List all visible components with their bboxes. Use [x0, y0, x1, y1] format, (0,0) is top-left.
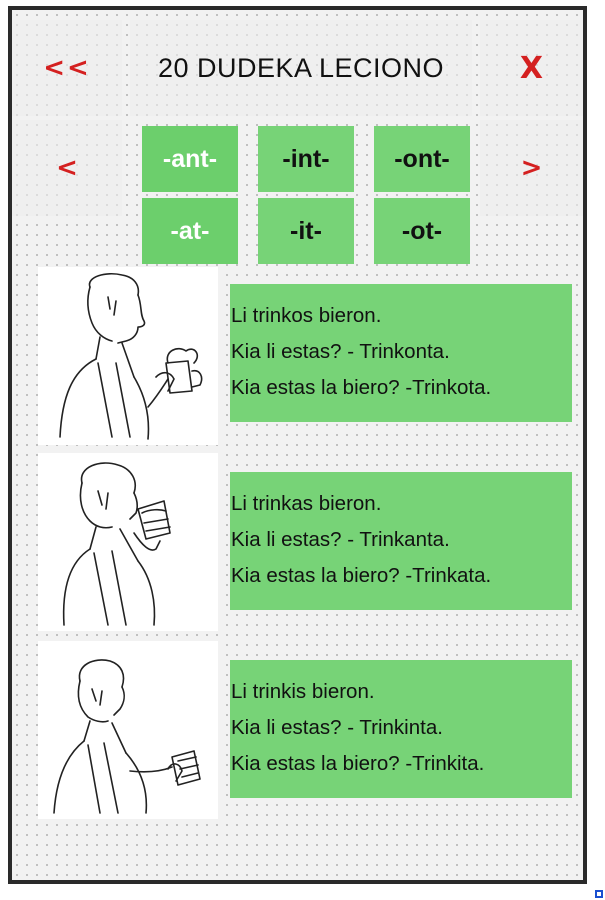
lesson-line: Li trinkos bieron. — [231, 304, 382, 327]
suffix-button-at[interactable]: -at- — [142, 198, 238, 264]
man-holding-empty-glass-illustration — [38, 641, 218, 819]
lesson-line: Kia li estas? - Trinkinta. — [231, 716, 443, 739]
lesson-line: Li trinkas bieron. — [231, 492, 382, 515]
man-holding-beer-illustration — [38, 267, 218, 445]
suffix-button-int[interactable]: -int- — [258, 126, 354, 192]
suffix-button-it[interactable]: -it- — [258, 198, 354, 264]
lesson-window — [8, 6, 587, 884]
next-page-button[interactable]: > — [520, 153, 543, 183]
man-drinking-beer-illustration — [38, 453, 218, 631]
lesson-line: Kia estas la biero? -Trinkota. — [231, 376, 492, 399]
page-title: 20 DUDEKA LECIONO — [157, 52, 445, 83]
suffix-button-ot[interactable]: -ot- — [374, 198, 470, 264]
lesson-line: Kia li estas? - Trinkonta. — [231, 340, 450, 363]
lesson-line: Kia estas la biero? -Trinkata. — [231, 564, 492, 587]
suffix-button-ont[interactable]: -ont- — [374, 126, 470, 192]
lesson-text-card-3[interactable] — [230, 660, 572, 798]
previous-page-button[interactable]: < — [56, 153, 78, 183]
lesson-text-card-2[interactable] — [230, 472, 572, 610]
lesson-text-card-1[interactable] — [230, 284, 572, 422]
back-to-start-button[interactable]: << — [43, 53, 91, 83]
suffix-button-ant[interactable]: -ant- — [142, 126, 238, 192]
close-button[interactable]: X — [519, 50, 544, 86]
lesson-line: Kia estas la biero? -Trinkita. — [231, 752, 485, 775]
lesson-line: Kia li estas? - Trinkanta. — [231, 528, 450, 551]
resize-handle[interactable] — [595, 890, 603, 898]
lesson-line: Li trinkis bieron. — [231, 680, 375, 703]
